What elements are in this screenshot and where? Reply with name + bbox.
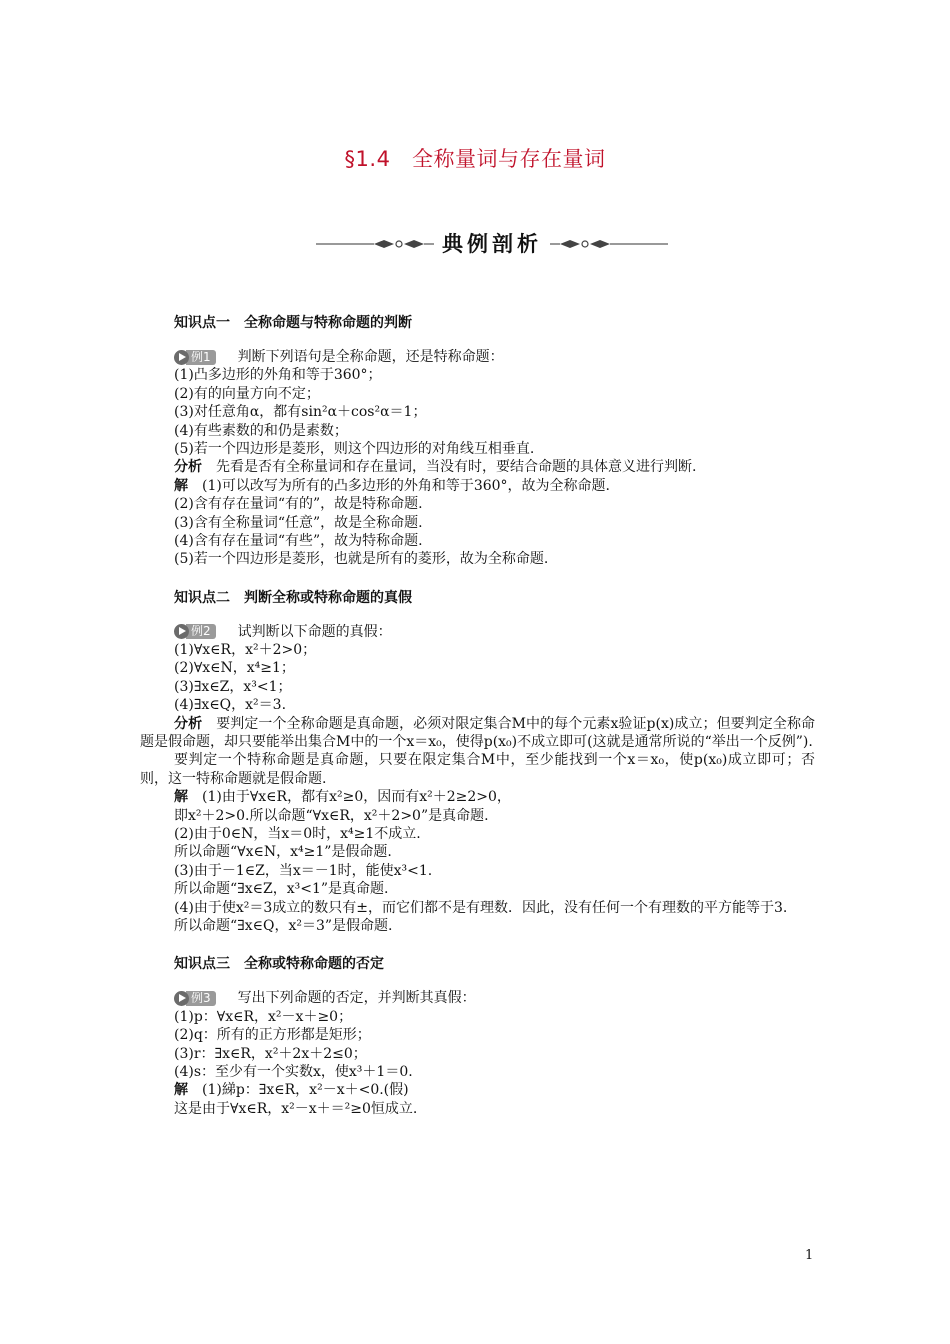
page-number: 1 (805, 1248, 814, 1263)
solution-line: 即x²＋2>0.所以命题“∀x∈R，x²＋2>0”是真命题. (174, 807, 489, 824)
solution-line: 所以命题“∀x∈N，x⁴≥1”是假命题. (174, 844, 392, 861)
list-item: (4)有些素数的和仍是素数； (174, 422, 348, 439)
list-item: (4)∃x∈Q，x²＝3. (174, 697, 287, 714)
solution-line: (3)含有全称量词“任意”，故是全称命题. (174, 514, 423, 531)
list-item: (5)若一个四边形是菱形，则这个四边形的对角线互相垂直. (174, 440, 535, 457)
list-item: (3)对任意角α，都有sin²α＋cos²α＝1； (174, 404, 427, 421)
analysis-paragraph: 要判定一个特称命题是真命题，只要在限定集合M中，至少能找到一个x＝x₀，使p(x₀)成立即可；否则，这一特称命题就是假命题. (140, 752, 815, 787)
solution: 解 (1)由于∀x∈R，都有x²≥0，因而有x²＋2≥2>0， (174, 789, 511, 806)
analysis: 分析 先看是否有全称量词和存在量词，当没有时，要结合命题的具体意义进行判断. (174, 459, 697, 476)
solution-line: (4)含有存在量词“有些”，故为特称命题. (174, 532, 423, 549)
page-title: §1.4 全称量词与存在量词 (344, 147, 606, 171)
list-item: (1)p：∀x∈R，x²－x＋≥0； (174, 1008, 353, 1025)
example-tag: 例2 (174, 624, 216, 639)
example-prompt: 例2 试判断以下命题的真假： (174, 623, 815, 641)
section-heading: 知识点一 全称命题与特称命题的判断 (174, 315, 412, 331)
solution-line: (2)含有存在量词“有的”，故是特称命题. (174, 496, 423, 513)
example-tag: 例1 (174, 350, 216, 365)
list-item: (2)q：所有的正方形都是矩形； (174, 1027, 371, 1044)
example-prompt: 例3 写出下列命题的否定，并判断其真假： (174, 989, 815, 1007)
solution-paragraph: (4)由于使x²＝3成立的数只有±，而它们都不是有理数．因此，没有任何一个有理数的平方能等于3. (174, 899, 788, 916)
play-icon (174, 991, 189, 1006)
list-item: (1)∀x∈R，x²＋2>0； (174, 642, 317, 659)
solution: 解 (1)綈p：∃x∈R，x²－x＋<0.(假) (174, 1082, 409, 1099)
list-item: (3)r：∃x∈R，x²＋2x＋2≤0； (174, 1045, 367, 1062)
section-heading: 知识点二 判断全称或特称命题的真假 (174, 589, 412, 606)
list-item: (3)∃x∈Z，x³<1； (174, 678, 292, 695)
section-heading: 知识点三 全称或特称命题的否定 (174, 956, 384, 973)
banner-title: 典例剖析 (442, 232, 542, 256)
solution-line: (5)若一个四边形是菱形，也就是所有的菱形，故为全称命题. (174, 551, 549, 568)
example-prompt: 例1 判断下列语句是全称命题，还是特称命题： (174, 348, 815, 366)
section-banner (312, 230, 672, 258)
play-icon (174, 350, 189, 365)
solution-line: 这是由于∀x∈R，x²－x＋＝²≥0恒成立. (174, 1100, 418, 1117)
solution-line: 所以命题“∃x∈Z，x³<1”是真命题. (174, 881, 389, 898)
document-body (140, 312, 815, 1118)
solution-line: 所以命题“∃x∈Q，x²＝3”是假命题. (174, 918, 393, 935)
list-item: (4)s：至少有一个实数x，使x³＋1＝0. (174, 1063, 413, 1080)
example-tag: 例3 (174, 991, 216, 1006)
analysis: 分析 要判定一个全称命题是真命题，必须对限定集合M中的每个元素x验证p(x)成立；但要判定全称命题是假命题，却只要能举出集合M中的一个x＝x₀，使得p(x₀)不成立即可(这就是通常所说的“举出一个反例”). (140, 715, 816, 751)
solution-line: (3)由于－1∈Z，当x＝－1时，能使x³<1. (174, 862, 433, 879)
list-item: (1)凸多边形的外角和等于360°； (174, 367, 382, 384)
list-item: (2)有的向量方向不定； (174, 385, 320, 402)
list-item: (2)∀x∈N，x⁴≥1； (174, 660, 295, 677)
solution-line: (2)由于0∈N，当x＝0时，x⁴≥1不成立. (174, 826, 421, 843)
solution: 解 (1)可以改写为所有的凸多边形的外角和等于360°，故为全称命题. (174, 477, 611, 494)
